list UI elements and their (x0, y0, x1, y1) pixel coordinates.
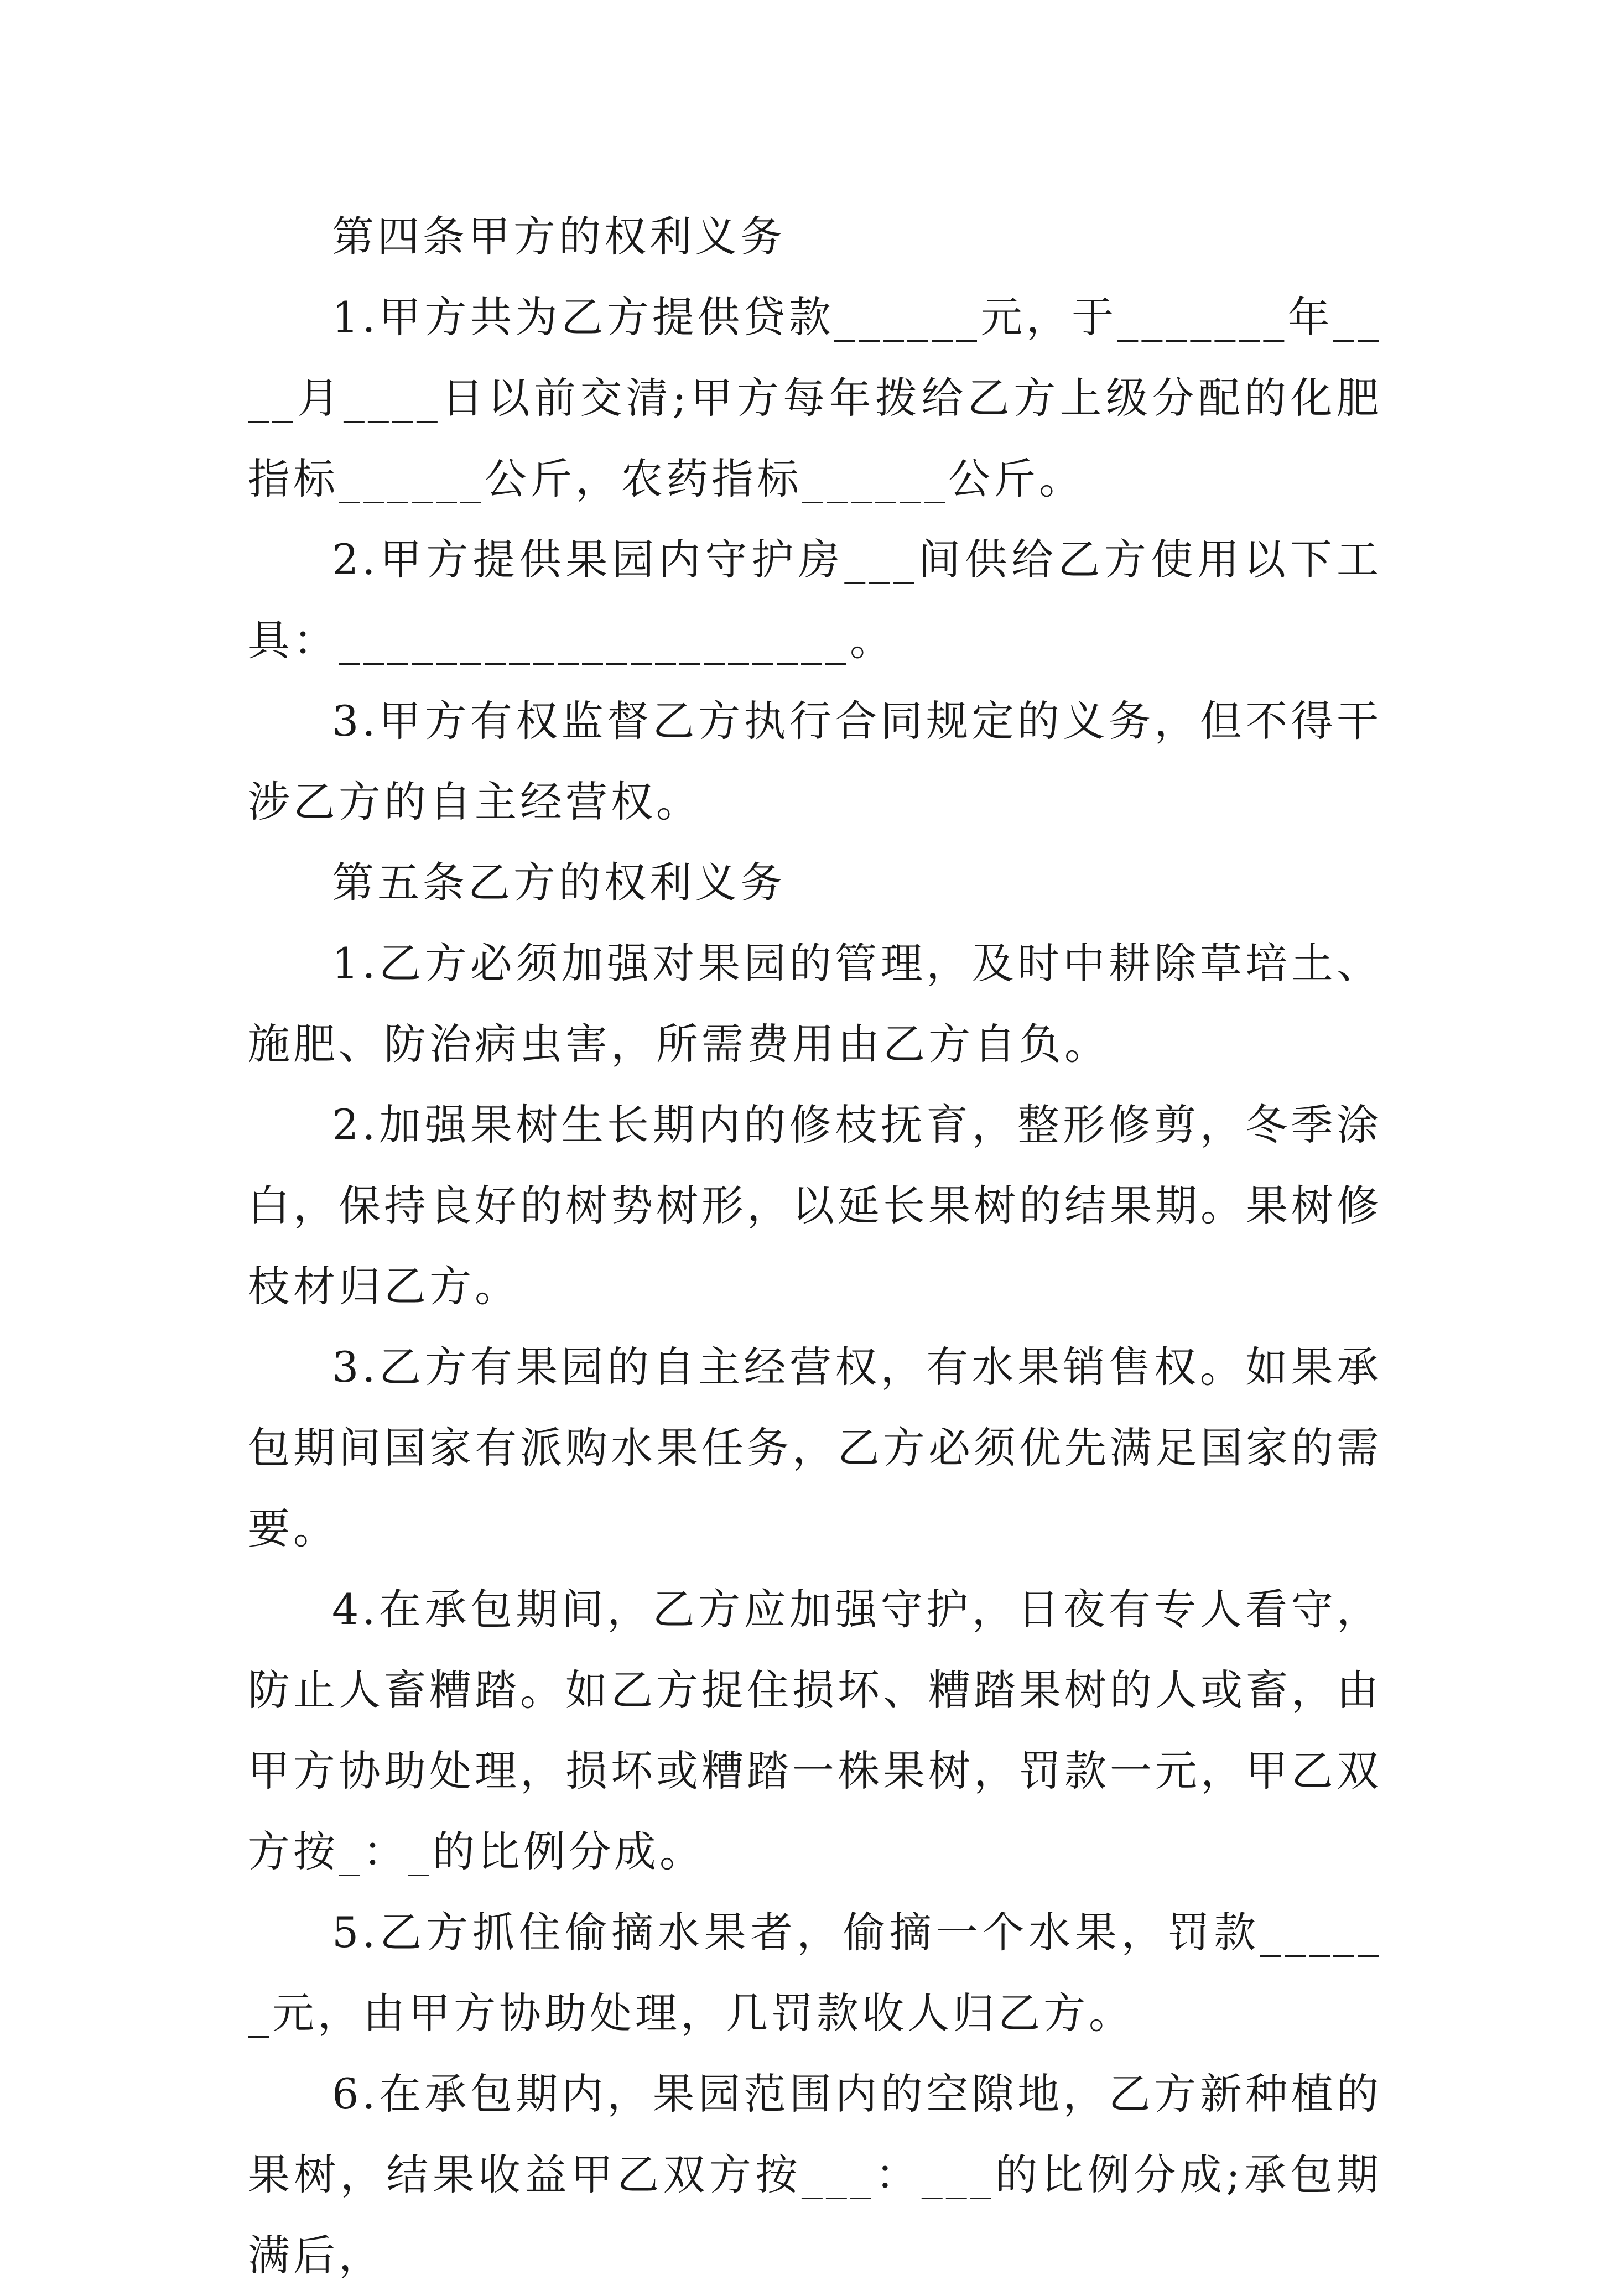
paragraph-article-5-item-6: 6.在承包期内，果园范围内的空隙地，乙方新种植的果树，结果收益甲乙双方按___：___的比例分成;承包期满后， (248, 2069, 1382, 2280)
paragraph-article-4-item-3: 3.甲方有权监督乙方执行合同规定的义务，但不得干涉乙方的自主经营权。 (248, 696, 1382, 826)
paragraph-article-5-item-1: 1.乙方必须加强对果园的管理，及时中耕除草培土、施肥、防治病虫害，所需费用由乙方自负。 (248, 939, 1382, 1069)
paragraph-article-5-item-4: 4.在承包期间，乙方应加强守护，日夜有专人看守，防止人畜糟踏。如乙方捉住损坏、糟踏果树的人或畜，由甲方协助处理，损坏或糟踏一株果树，罚款一元，甲乙双方按_：_的比例分成。 (248, 1585, 1382, 1876)
document-body (248, 196, 1382, 2296)
section-heading-article-4: 第四条甲方的权利义务 (332, 212, 786, 261)
paragraph-article-4-item-1: 1.甲方共为乙方提供贷款______元，于_______年____月____日以前交清;甲方每年拨给乙方上级分配的化肥指标______公斤，农药指标______公斤。 (248, 293, 1382, 503)
section-heading-article-5: 第五条乙方的权利义务 (332, 858, 786, 907)
paragraph-article-4-item-2: 2.甲方提供果园内守护房___间供给乙方使用以下工具：_____________________。 (248, 535, 1382, 665)
paragraph-article-5-item-5: 5.乙方抓住偷摘水果者，偷摘一个水果，罚款______元，由甲方协助处理，几罚款收人归乙方。 (248, 1908, 1382, 2038)
paragraph-article-5-item-2: 2.加强果树生长期内的修枝抚育，整形修剪，冬季涂白，保持良好的树势树形，以延长果树的结果期。果树修枝材归乙方。 (248, 1100, 1382, 1311)
paragraph-article-5-item-3: 3.乙方有果园的自主经营权，有水果销售权。如果承包期间国家有派购水果任务，乙方必须优先满足国家的需要。 (248, 1342, 1382, 1553)
